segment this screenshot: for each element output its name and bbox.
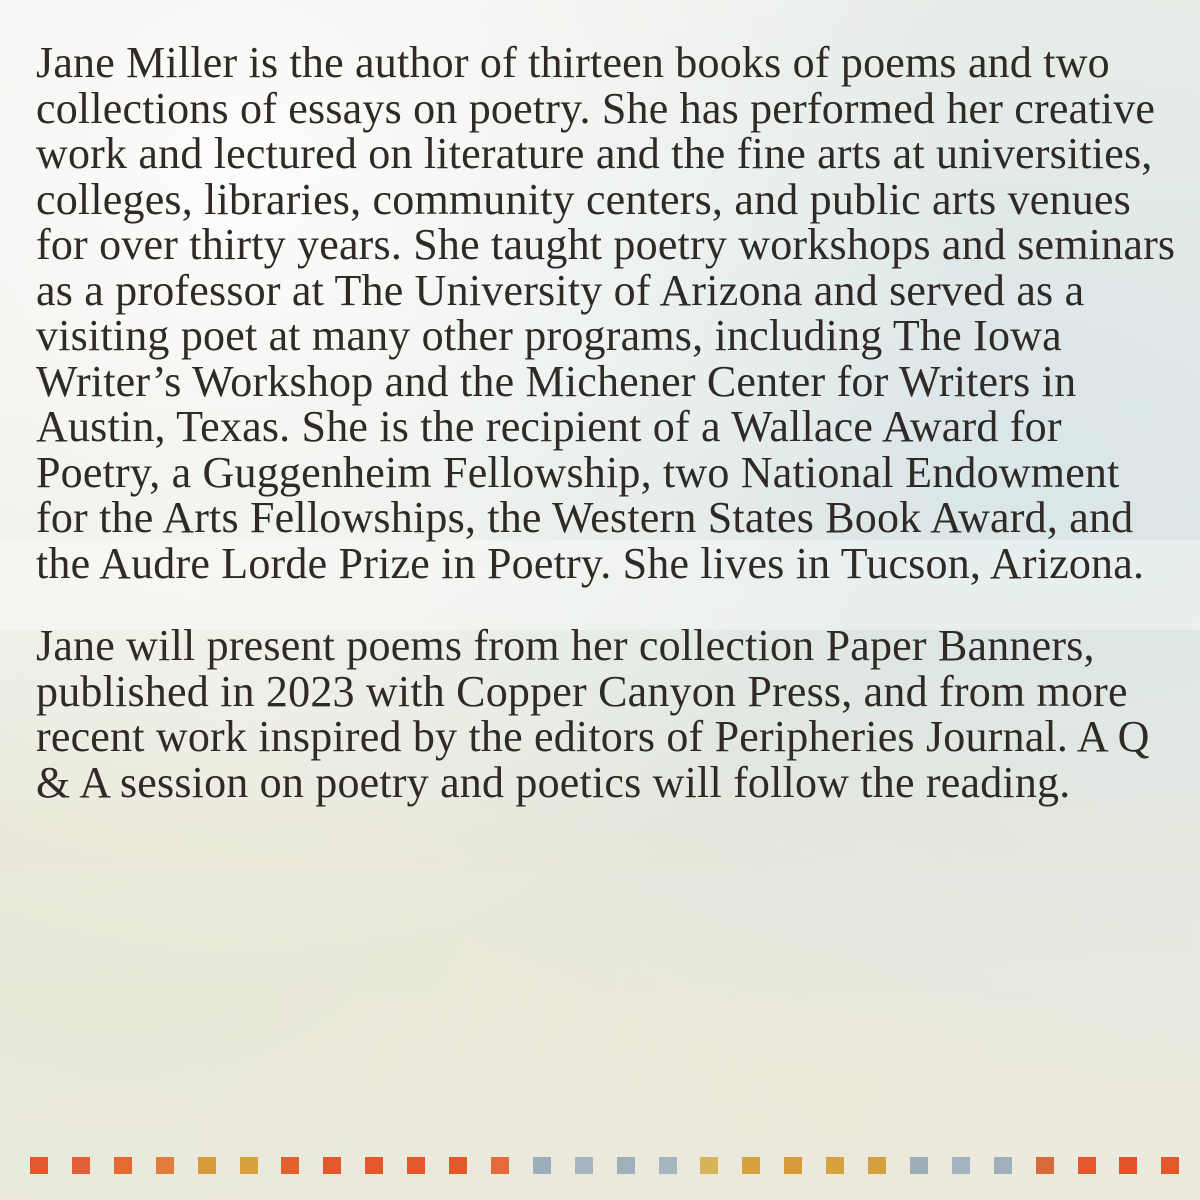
decorative-square: [575, 1157, 593, 1174]
decorative-square: [826, 1157, 844, 1174]
decorative-square: [910, 1157, 928, 1174]
decorative-square: [617, 1157, 635, 1174]
bio-paragraph: Jane Miller is the author of thirteen books of poems and two collections of essays on poetry. She has performed her creative work and lectured on literature and the fine arts at universities, colleges, libraries, community centers, and public arts venues for over thirty years. She taught poetry workshops and seminars as a professor at The University of Arizona and served as a visiting poet at many other programs, including The Iowa Writer’s Workshop and the Michener Center for Writers in Austin, Texas. She is the recipient of a Wallace Award for Poetry, a Guggenheim Fellowship, two National Endowment for the Arts Fellowships, the Western States Book Award, and the Audre Lorde Prize in Poetry. She lives in Tucson, Arizona.: [36, 38, 1176, 588]
decorative-square: [365, 1157, 383, 1174]
decorative-square: [491, 1157, 509, 1174]
decorative-square: [784, 1157, 802, 1174]
decorative-square: [994, 1157, 1012, 1174]
background-texture-band: [0, 800, 1200, 870]
decorative-square: [240, 1157, 258, 1174]
decorative-square: [156, 1157, 174, 1174]
decorative-square: [1078, 1157, 1096, 1174]
bio-text: [36, 40, 1176, 805]
event-paragraph: Jane will present poems from her collection Paper Banners, published in 2023 with Copper Canyon Press, and from more recent work inspired by the editors of Peripheries Journal. A Q & A session on poetry and poetics will follow the reading.: [36, 621, 1150, 807]
decorative-square: [742, 1157, 760, 1174]
decorative-square: [72, 1157, 90, 1174]
decorative-square: [30, 1157, 48, 1174]
decorative-square: [407, 1157, 425, 1174]
decorative-square: [1036, 1157, 1054, 1174]
decorative-square-border: [30, 1157, 1200, 1175]
decorative-square: [323, 1157, 341, 1174]
decorative-square: [533, 1157, 551, 1174]
decorative-square: [700, 1157, 718, 1174]
decorative-square: [1119, 1157, 1137, 1174]
decorative-square: [281, 1157, 299, 1174]
decorative-square: [1161, 1157, 1179, 1174]
decorative-square: [114, 1157, 132, 1174]
decorative-square: [659, 1157, 677, 1174]
decorative-square: [952, 1157, 970, 1174]
decorative-square: [198, 1157, 216, 1174]
decorative-square: [868, 1157, 886, 1174]
decorative-square: [449, 1157, 467, 1174]
